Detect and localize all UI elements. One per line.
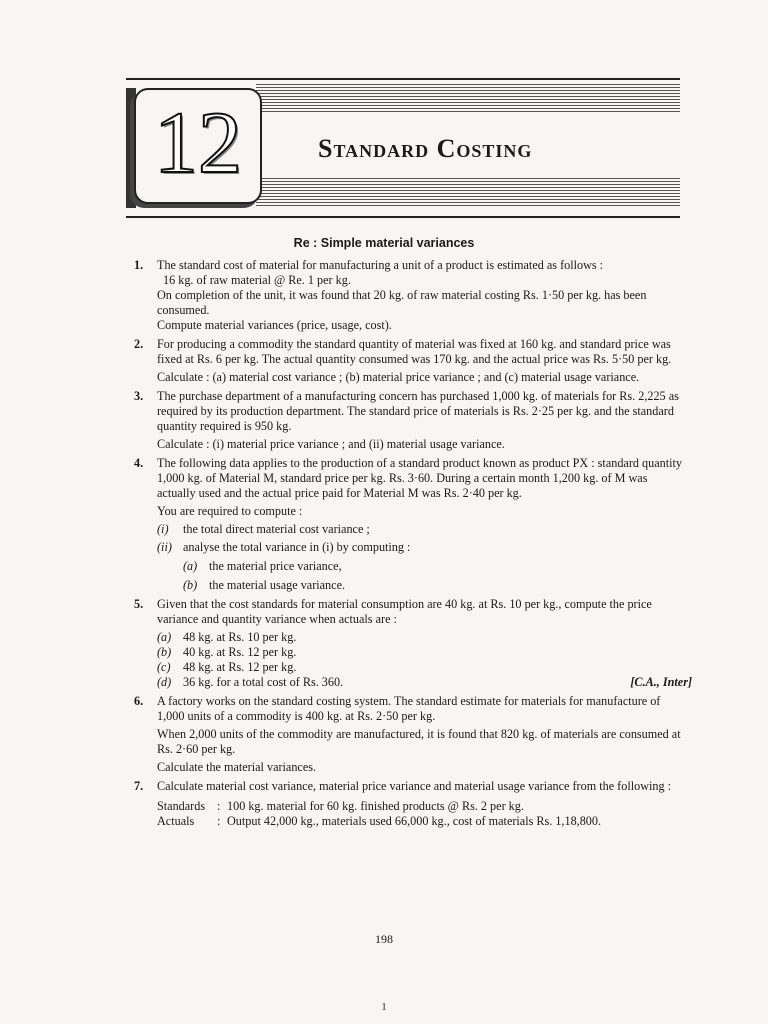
sub-item [157, 522, 682, 537]
sub-label: (c) [157, 660, 171, 674]
sub-label: (d) [157, 675, 172, 689]
question-item [134, 456, 682, 593]
question-number: 2. [134, 337, 144, 351]
footer-mark: 1 [381, 1002, 387, 1013]
question-text: On completion of the unit, it was found that 20 kg. of raw material costing Rs. 1·50 per kg. has been consumed. [157, 288, 647, 317]
sub-text: 40 kg. at Rs. 12 per kg. [183, 645, 297, 659]
row-colon: : [217, 799, 221, 813]
page-number: 198 [375, 932, 393, 946]
sub-label: (a) [183, 559, 198, 573]
question-text: The following data applies to the production of a standard product known as product PX : standard quantity 1,000 kg. of Material M, standard price per kg. Rs. 3·60. During a certain month 1,200 kg. of M was actually used and the actual price paid for Material M was Rs. 2·40 per kg. [157, 456, 682, 500]
row-key: Actuals [157, 814, 195, 828]
sub-item [157, 645, 682, 660]
chapter-number: 12 [154, 95, 242, 192]
question-number: 1. [134, 258, 144, 272]
sub-text: analyse the total variance in (i) by computing : [183, 540, 411, 554]
question-text: Calculate the material variances. [157, 760, 317, 774]
sub-label: (a) [157, 630, 172, 644]
data-row [157, 799, 682, 814]
sub-text: 48 kg. at Rs. 10 per kg. [183, 630, 297, 644]
question-text: Compute material variances (price, usage, cost). [157, 318, 392, 332]
question-text: 16 kg. of raw material @ Re. 1 per kg. [163, 273, 351, 287]
sub-sub-item [157, 578, 682, 593]
question-text: When 2,000 units of the commodity are manufactured, it is found that 820 kg. of materials are consumed at Rs. 2·60 per kg. [157, 727, 681, 756]
chapter-number-box [134, 88, 262, 204]
sub-label: (b) [157, 645, 172, 659]
row-value: 100 kg. material for 60 kg. finished products @ Rs. 2 per kg. [227, 799, 524, 813]
sub-item [157, 675, 692, 690]
question-text: You are required to compute : [157, 504, 303, 518]
sub-item [157, 540, 682, 555]
data-row [157, 814, 682, 829]
question-text: A factory works on the standard costing system. The standard estimate for materials for manufacture of 1,000 units of a commodity is 400 kg. at Rs. 2·50 per kg. [157, 694, 661, 723]
question-item [134, 694, 682, 775]
row-key: Standards [157, 799, 206, 813]
header-hatch-top [256, 84, 680, 114]
question-number: 5. [134, 597, 144, 611]
question-text: The purchase department of a manufacturing concern has purchased 1,000 kg. of materials for Rs. 2,225 as required by its production department. The standard price of materials is Rs. 2·25 per kg. and the standard quantity required is 950 kg. [157, 389, 679, 433]
question-text: The standard cost of material for manufacturing a unit of a product is estimated as follows : [157, 258, 604, 272]
question-item [134, 258, 682, 333]
sub-sub-item [157, 559, 682, 574]
question-text: Calculate : (i) material price variance ; and (ii) material usage variance. [157, 437, 505, 451]
row-colon: : [217, 814, 221, 828]
questions-list [134, 258, 692, 833]
question-item [134, 779, 682, 829]
question-number: 3. [134, 389, 144, 403]
question-number: 6. [134, 694, 144, 708]
question-text: Calculate : (a) material cost variance ; (b) material price variance ; and (c) material usage variance. [157, 370, 640, 384]
question-number: 4. [134, 456, 144, 470]
question-item [134, 597, 692, 690]
sub-label: (b) [183, 578, 198, 592]
question-text: Given that the cost standards for material consumption are 40 kg. at Rs. 10 per kg., compute the price variance and quantity variance when actuals are : [157, 597, 652, 626]
sub-item [157, 630, 682, 645]
question-item [134, 389, 682, 452]
row-value: Output 42,000 kg., materials used 66,000 kg., cost of materials Rs. 1,18,800. [227, 814, 602, 828]
header-hatch-bottom [256, 178, 680, 208]
question-item [134, 337, 682, 385]
sub-text: 36 kg. for a total cost of Rs. 360. [183, 675, 344, 689]
chapter-header [126, 78, 680, 220]
sub-text: the total direct material cost variance ; [183, 522, 370, 536]
sub-text: the material price variance, [209, 559, 342, 573]
sub-text: the material usage variance. [209, 578, 346, 592]
sub-item [157, 660, 682, 675]
question-text: For producing a commodity the standard quantity of material was fixed at 160 kg. and standard price was fixed at Rs. 6 per kg. The actual quantity consumed was 170 kg. and the actual price was Rs. 5·50 per kg. [157, 337, 672, 366]
section-heading: Re : Simple material variances [293, 236, 475, 250]
question-text: Calculate material cost variance, material price variance and material usage variance from the following : [157, 779, 671, 793]
question-number: 7. [134, 779, 144, 793]
chapter-title: Standard Costing [318, 130, 678, 168]
header-bottom-rule [126, 216, 680, 218]
exam-reference: [C.A., Inter] [630, 675, 692, 689]
sub-label: (i) [157, 522, 169, 536]
sub-text: 48 kg. at Rs. 12 per kg. [183, 660, 297, 674]
sub-label: (ii) [157, 540, 172, 554]
header-top-rule [126, 78, 680, 80]
